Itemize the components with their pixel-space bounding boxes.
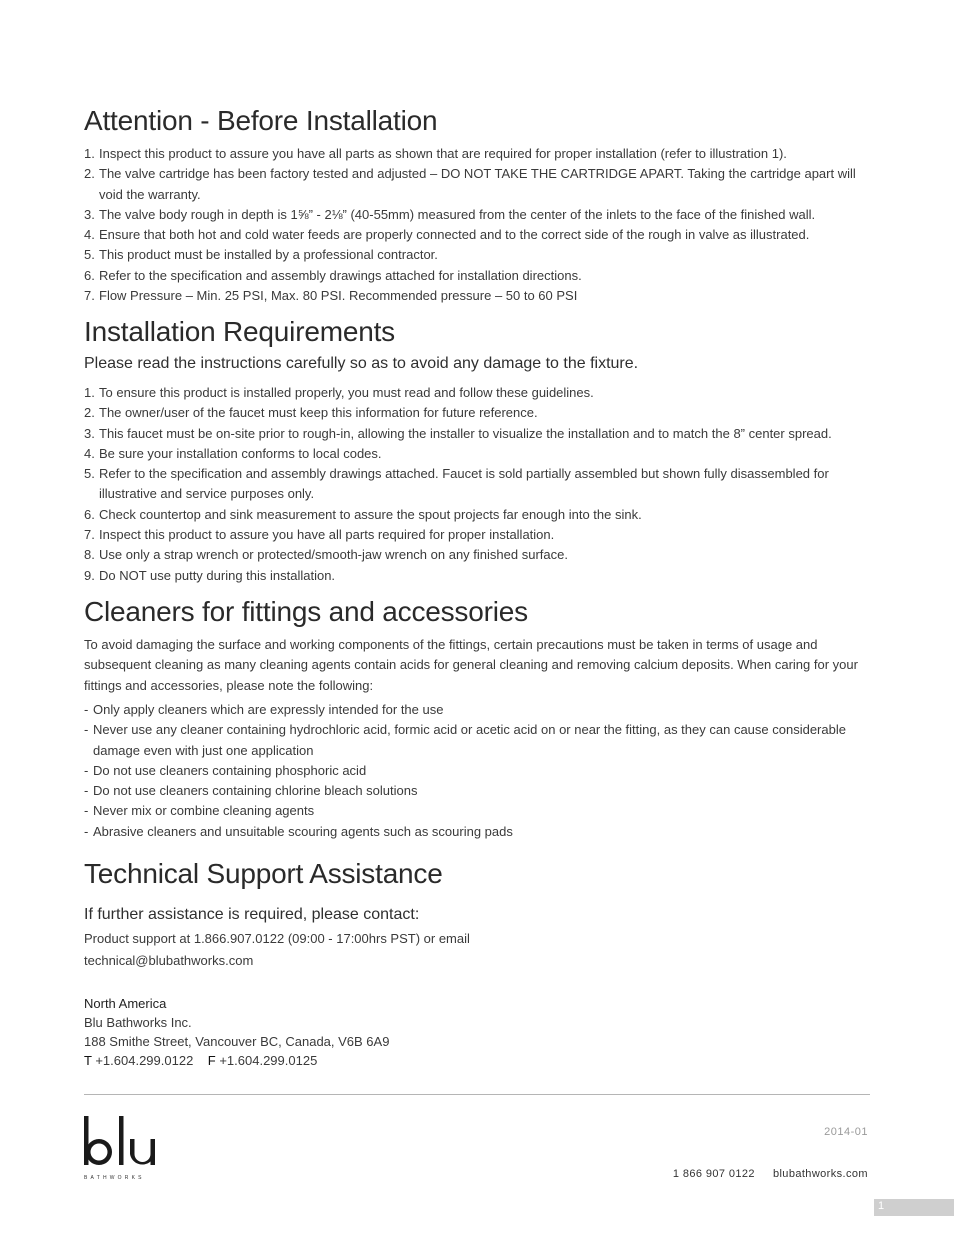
page-number: 1 (878, 1200, 885, 1212)
attention-list (84, 144, 870, 306)
list-item: 5. This product must be installed by a professional contractor. (84, 247, 438, 263)
list-item: 1. Inspect this product to assure you have all parts as shown that are required for proper installation (refer to illustration 1). (84, 146, 787, 161)
footer-website-link[interactable]: blubathworks.com (772, 1168, 868, 1180)
section-title-cleaners: Cleaners for fittings and accessories (84, 596, 528, 627)
section-title-installation-requirements: Installation Requirements (84, 316, 395, 347)
section-subtitle: If further assistance is required, please contact: (84, 906, 420, 923)
support-email-link[interactable]: technical@blubathworks.com (84, 953, 254, 968)
list-item: - Only apply cleaners which are expressly intended for the use (84, 702, 444, 717)
list-item: 2. The owner/user of the faucet must keep this information for future reference. (84, 405, 538, 421)
section-title-technical-support: Technical Support Assistance (84, 858, 443, 889)
list-item: 1. To ensure this product is installed properly, you must read and follow these guidelines. (84, 385, 594, 400)
section-intro: To avoid damaging the surface and working components of the fittings, certain precautions must be taken in terms of usage and subsequent cleaning as many cleaning agents contain acids for general cleaning and removing calcium deposits. When caring for your fittings and accessories, please note the following: (84, 637, 858, 693)
footer-divider (84, 1094, 870, 1095)
list-item: 6. Refer to the specification and assembly drawings attached for installation directions. (84, 267, 582, 283)
section-subtitle: Please read the instructions carefully so as to avoid any damage to the fixture. (84, 355, 639, 372)
list-item: 7. Inspect this product to assure you have all parts required for proper installation. (84, 527, 555, 543)
list-item: 4. Be sure your installation conforms to local codes. (84, 445, 382, 461)
list-item: 5. Refer to the specification and assembly drawings attached. Faucet is sold partially assembled but shown fully disassembled for illustrative and service purposes only. (84, 466, 829, 502)
list-item: 2. The valve cartridge has been factory tested and adjusted – DO NOT TAKE THE CARTRIDGE APART. Taking the cartridge apart will void the warranty. (84, 166, 856, 202)
address-region: North America (84, 996, 167, 1011)
cleaners-list (84, 700, 870, 842)
blu-bathworks-logo (82, 1113, 166, 1183)
list-item: - Abrasive cleaners and unsuitable scouring agents such as scouring pads (84, 823, 513, 839)
support-contact (84, 928, 524, 972)
list-item: 8. Use only a strap wrench or protected/smooth-jaw wrench on any finished surface. (84, 547, 568, 563)
list-item: - Never use any cleaner containing hydrochloric acid, formic acid or acetic acid on or near the fitting, as they can cause considerable damage even with just one application (84, 722, 846, 758)
list-item: 7. Flow Pressure – Min. 25 PSI, Max. 80 PSI. Recommended pressure – 50 to 60 PSI (84, 288, 578, 304)
fax-number: +1.604.299.0125 (219, 1053, 318, 1068)
list-item: 4. Ensure that both hot and cold water feeds are properly connected and to the correct side of the rough in valve as illustrated. (84, 227, 810, 243)
section-title-attention: Attention - Before Installation (84, 105, 438, 136)
fax-label: F (207, 1053, 216, 1068)
list-item: 3. The valve body rough in depth is 1⅝” - 2⅛” (40-55mm) measured from the center of the inlets to the face of the finished wall. (84, 206, 816, 222)
page-number-tab (874, 1199, 954, 1216)
address-company: Blu Bathworks Inc. (84, 1015, 192, 1030)
list-item: - Never mix or combine cleaning agents (84, 803, 315, 819)
tel-label: T (84, 1053, 92, 1068)
document-date: 2014-01 (824, 1126, 868, 1138)
list-item: 3. This faucet must be on-site prior to rough-in, allowing the installer to visualize the installation and to match the 8” center spread. (84, 425, 832, 441)
list-item: 9. Do NOT use putty during this installation. (84, 567, 336, 583)
list-item: - Do not use cleaners containing chlorine bleach solutions (84, 783, 418, 799)
list-item: 6. Check countertop and sink measurement to assure the spout projects far enough into the sink. (84, 506, 642, 522)
requirements-list (84, 383, 874, 586)
footer-phone: 1 866 907 0122 (672, 1168, 755, 1180)
logo-subtext: BATHWORKS (84, 1175, 145, 1181)
tel-number: +1.604.299.0122 (95, 1053, 194, 1068)
list-item: - Do not use cleaners containing phosphoric acid (84, 762, 367, 778)
address-street: 188 Smithe Street, Vancouver BC, Canada, V6B 6A9 (84, 1034, 390, 1049)
support-line: Product support at 1.866.907.0122 (09:00 - 17:00hrs PST) or email (84, 931, 470, 946)
company-address (84, 994, 389, 1070)
address-phone-fax (84, 1051, 389, 1070)
footer-contact (673, 1168, 868, 1180)
